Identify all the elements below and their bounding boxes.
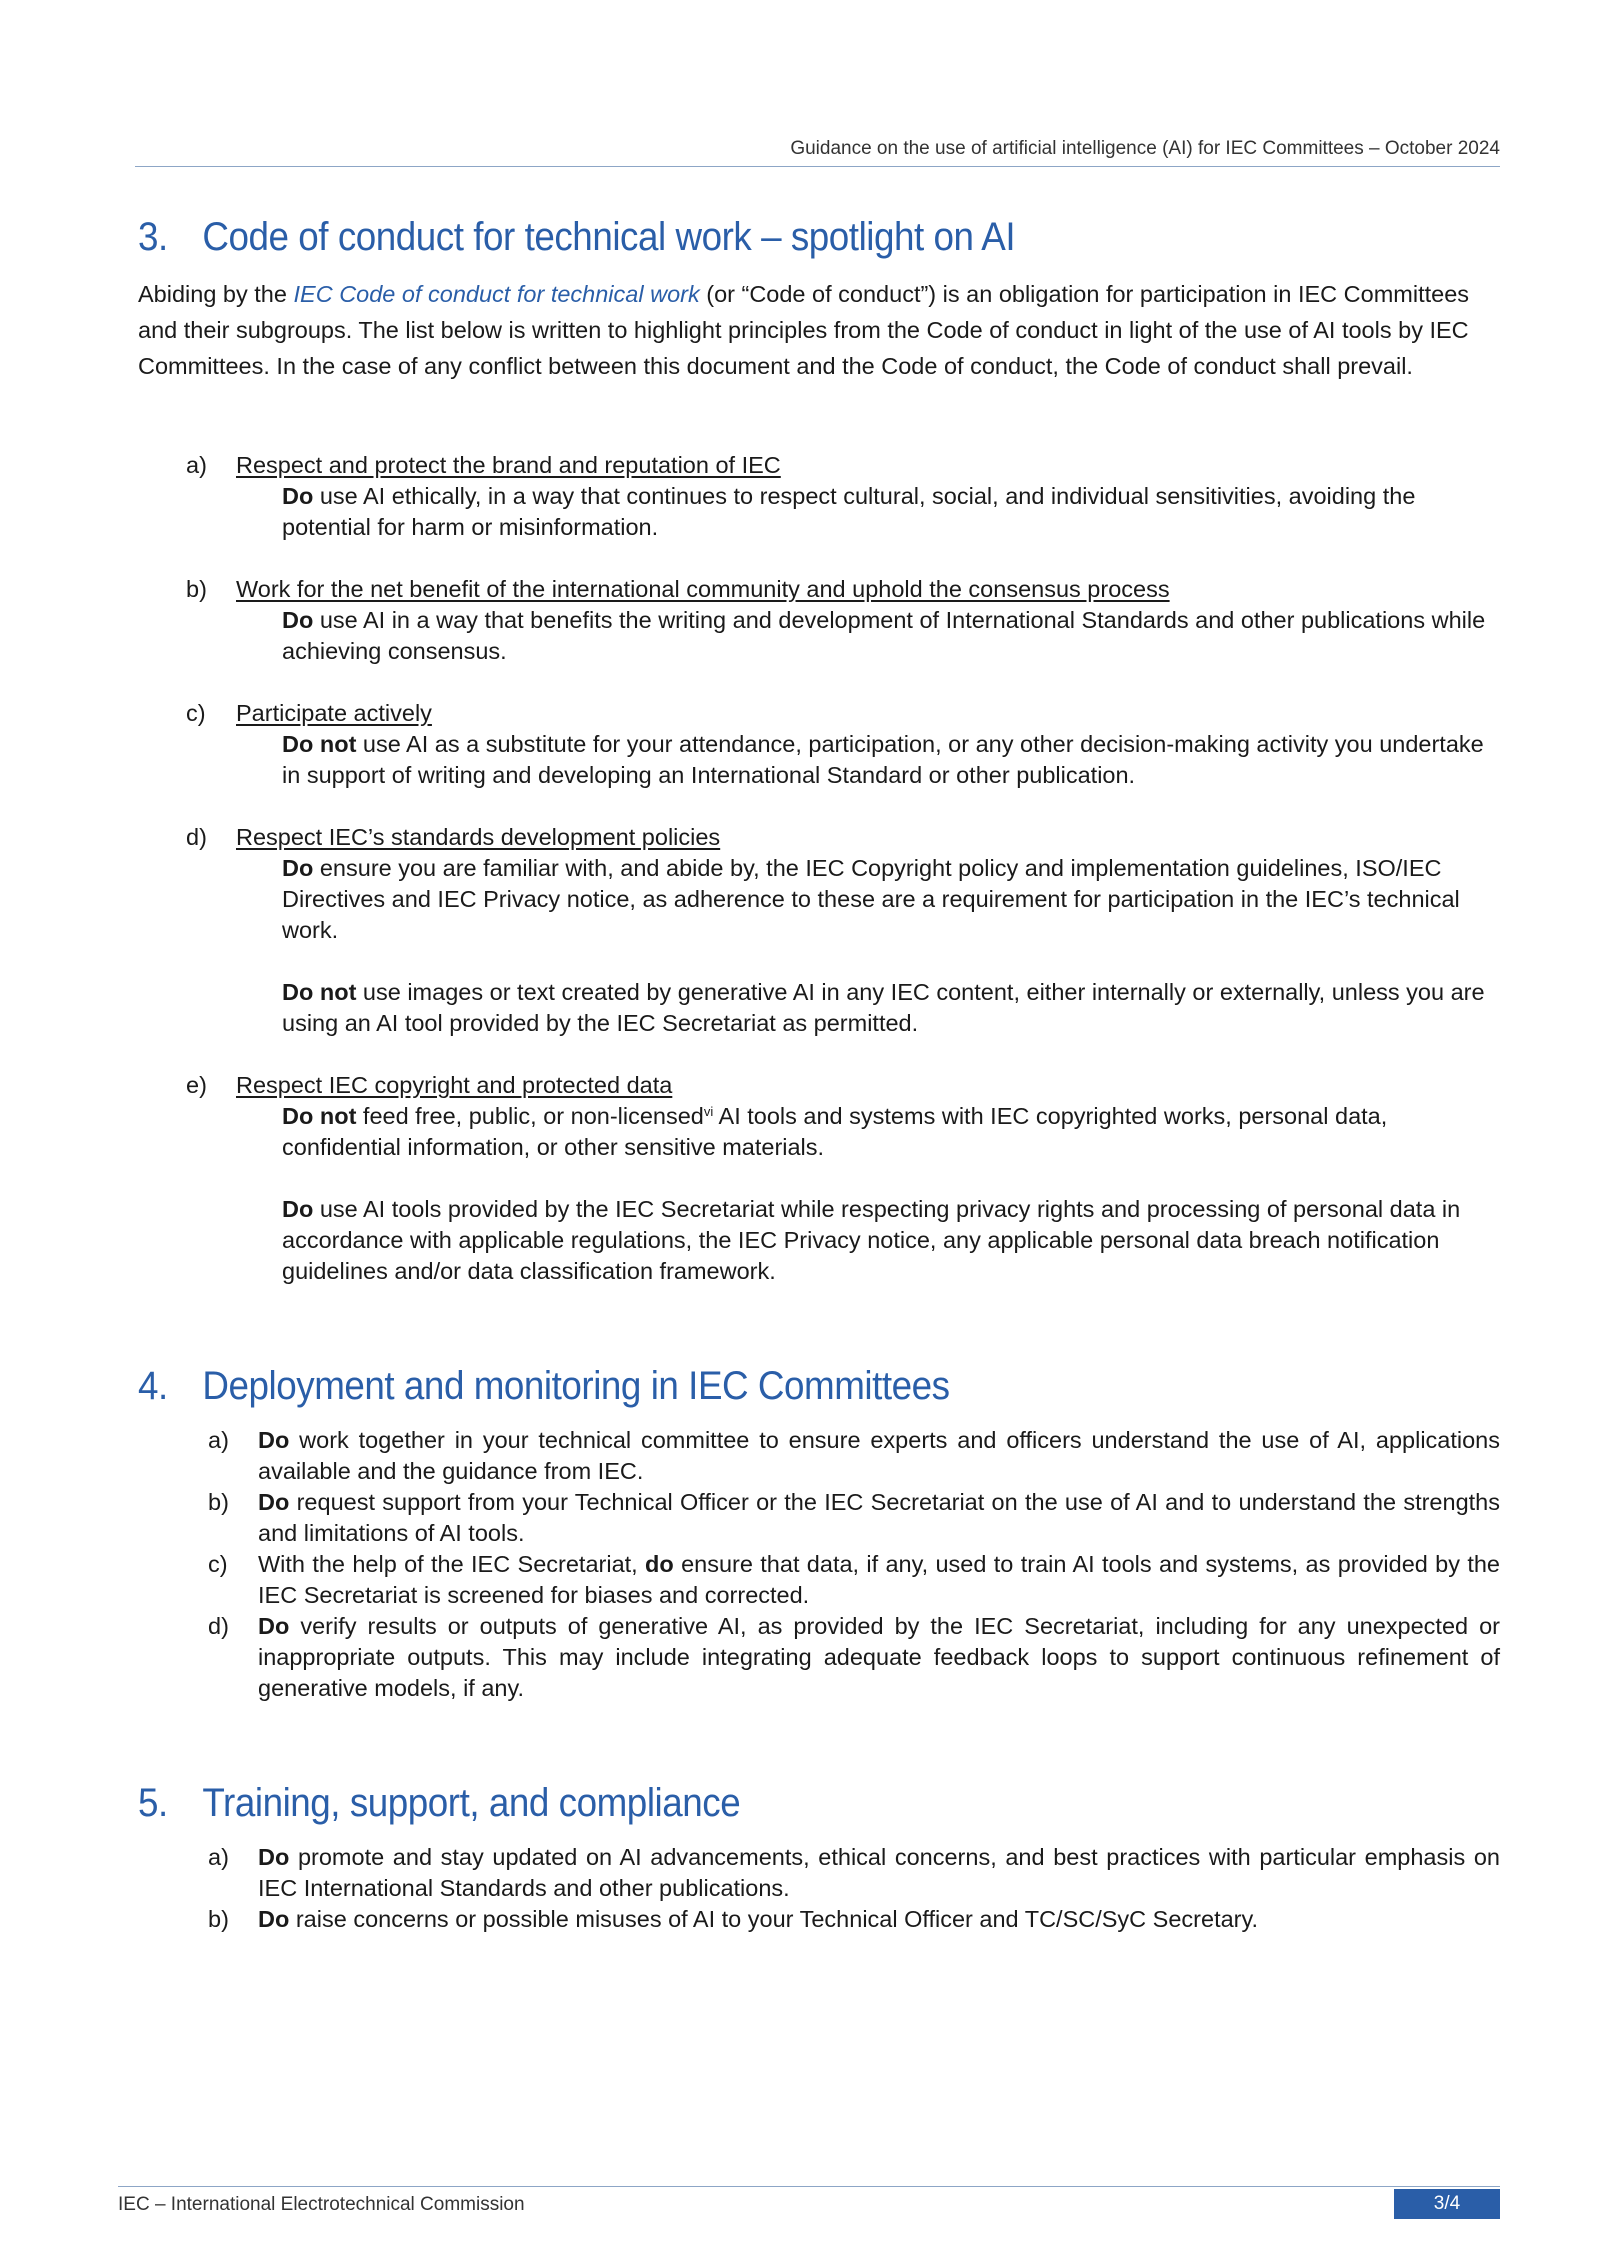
bold-directive: Do: [282, 855, 314, 881]
bold-directive: Do not: [282, 979, 357, 1005]
deployment-list: [138, 1425, 1500, 1704]
bold-directive: Do: [282, 1196, 314, 1222]
list-item: [208, 1549, 1500, 1611]
bold-directive: Do: [258, 1906, 290, 1932]
item-title: Participate actively: [236, 700, 432, 726]
item-text: use AI as a substitute for your attendance, participation, or any other decision-making activity you undertake in support of writing and developing an International Standard or other publication.: [282, 731, 1484, 788]
bold-directive: Do: [258, 1489, 290, 1515]
list-item: [208, 1425, 1500, 1487]
bold-directive: Do: [282, 483, 314, 509]
bold-directive: Do: [258, 1427, 290, 1453]
section-4-heading: [138, 1361, 1391, 1411]
section-number: 3.: [138, 215, 168, 259]
item-body: [282, 729, 1500, 791]
list-item: [208, 1487, 1500, 1549]
item-label: c): [186, 700, 206, 726]
page-footer: [118, 2186, 1500, 2215]
page-number-badge: 3/4: [1394, 2189, 1500, 2219]
item-body: [282, 481, 1500, 543]
item-text: feed free, public, or non-licensed: [356, 1103, 704, 1129]
section-title: Training, support, and compliance: [202, 1781, 741, 1825]
bold-directive: Do not: [282, 1103, 357, 1129]
item-label: a): [186, 452, 207, 478]
section-title: Deployment and monitoring in IEC Committees: [202, 1364, 950, 1408]
list-item: [186, 450, 1500, 543]
item-title: Respect IEC’s standards development policies: [236, 824, 721, 850]
page-header: [135, 138, 1500, 167]
item-text: use images or text created by generative AI in any IEC content, either internally or externally, unless you are using an AI tool provided by the IEC Secretariat as permitted.: [282, 979, 1485, 1036]
list-item: [208, 1904, 1500, 1935]
item-text: verify results or outputs of generative AI, as provided by the IEC Secretariat, including for any unexpected or inappropriate outputs. This may include integrating adequate feedback loops to support continuous refinement of generative models, if any.: [258, 1613, 1500, 1701]
item-label: e): [186, 1072, 207, 1098]
item-text: use AI in a way that benefits the writing and development of International Standards and other publications while achieving consensus.: [282, 607, 1486, 664]
code-of-conduct-link[interactable]: IEC Code of conduct for technical work: [293, 281, 700, 307]
item-text: use AI tools provided by the IEC Secretariat while respecting privacy rights and processing of personal data in accordance with applicable regulations, the IEC Privacy notice, any applicable personal data breach notification guidelines and/or data classification framework.: [282, 1196, 1461, 1284]
item-title: Respect and protect the brand and reputation of IEC: [236, 452, 781, 478]
bold-directive: Do: [282, 607, 314, 633]
item-text: raise concerns or possible misuses of AI to your Technical Officer and TC/SC/SyC Secretary.: [289, 1906, 1259, 1932]
item-label: b): [208, 1906, 229, 1932]
section-3-intro: [138, 276, 1500, 384]
item-label: b): [186, 576, 207, 602]
section-number: 5.: [138, 1781, 168, 1825]
list-item: [186, 574, 1500, 667]
item-body: [282, 1101, 1500, 1163]
item-text: With the help of the IEC Secretariat,: [258, 1551, 646, 1577]
bold-directive: Do: [258, 1844, 290, 1870]
item-label: c): [208, 1551, 228, 1577]
list-item: [186, 698, 1500, 791]
item-label: d): [208, 1613, 229, 1639]
intro-text: Abiding by the: [138, 281, 294, 307]
intro-text-continued: (or “Code of conduct”) is an obligation for participation in IEC Committees and their subgroups. The list below is written to highlight principles from the Code of conduct in light of the use of AI tools by IEC Committees. In the case of any conflict between this document and the Code of conduct, the Code of conduct shall prevail.: [138, 281, 1470, 379]
item-title: Work for the net benefit of the international community and uphold the consensus process: [236, 576, 1170, 602]
item-text: AI tools and systems with IEC copyrighted works, personal data, confidential information, or other sensitive materials.: [282, 1103, 1388, 1160]
section-title: Code of conduct for technical work – spotlight on AI: [202, 215, 1016, 259]
item-title: Respect IEC copyright and protected data: [236, 1072, 673, 1098]
training-list: [138, 1842, 1500, 1935]
item-body: [282, 605, 1500, 667]
item-text: ensure you are familiar with, and abide by, the IEC Copyright policy and implementation guidelines, ISO/IEC Directives and IEC Privacy notice, as adherence to these are a requirement for participation in the IEC’s technical work.: [282, 855, 1460, 943]
list-item: [208, 1842, 1500, 1904]
list-item: [208, 1611, 1500, 1704]
section-number: 4.: [138, 1364, 168, 1408]
item-body: [282, 853, 1500, 946]
item-text: request support from your Technical Officer or the IEC Secretariat on the use of AI and to understand the strengths and limitations of AI tools.: [258, 1489, 1500, 1546]
bold-directive: Do not: [282, 731, 357, 757]
bold-directive: Do: [258, 1613, 290, 1639]
list-item: [186, 822, 1500, 1039]
item-label: a): [208, 1427, 229, 1453]
item-body-second: [282, 977, 1500, 1039]
item-label: d): [186, 824, 207, 850]
header-text: Guidance on the use of artificial intelligence (AI) for IEC Committees – October 2024: [790, 138, 1500, 159]
item-label: b): [208, 1489, 229, 1515]
section-5-heading: [138, 1778, 1391, 1828]
item-body-second: [282, 1194, 1500, 1287]
section-3-heading: [138, 212, 1391, 262]
item-text: promote and stay updated on AI advancements, ethical concerns, and best practices with particular emphasis on IEC International Standards and other publications.: [258, 1844, 1500, 1901]
code-of-conduct-list: [138, 450, 1500, 1287]
item-label: a): [208, 1844, 229, 1870]
bold-directive: do: [645, 1551, 674, 1577]
item-text: use AI ethically, in a way that continues to respect cultural, social, and individual sensitivities, avoiding the potential for harm or misinformation.: [282, 483, 1416, 540]
item-text: work together in your technical committee to ensure experts and officers understand the use of AI, applications available and the guidance from IEC.: [258, 1427, 1500, 1484]
item-text: ensure that data, if any, used to train AI tools and systems, as provided by the IEC Secretariat is screened for biases and corrected.: [258, 1551, 1500, 1608]
endnote-ref[interactable]: vi: [703, 1104, 714, 1119]
list-item: [186, 1070, 1500, 1287]
document-body: [138, 212, 1500, 1935]
footer-organization: IEC – International Electrotechnical Commission: [118, 2194, 525, 2215]
